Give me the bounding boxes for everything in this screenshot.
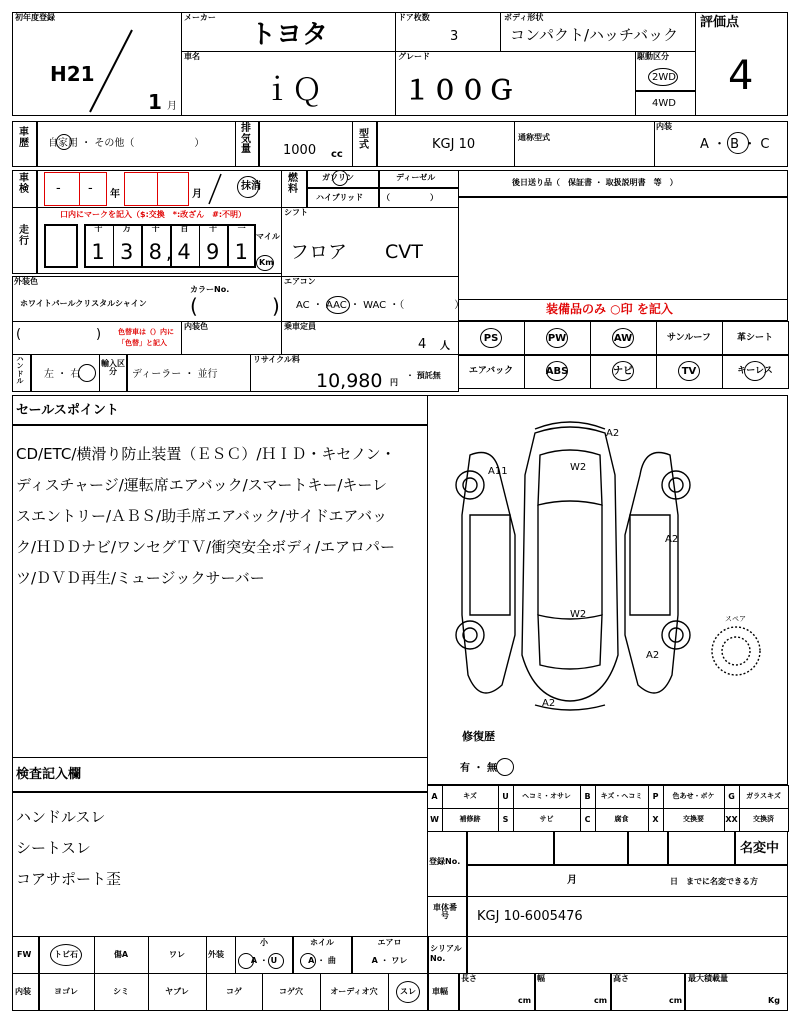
- bottom2-item: オーディオ穴: [330, 987, 378, 996]
- capacity-label: 乗車定員: [284, 322, 316, 331]
- steering-circle: [78, 364, 96, 382]
- fuel-other: （ ）: [382, 193, 438, 202]
- bottom2-item: スレ: [400, 987, 416, 996]
- fuel-divider-v: [306, 170, 308, 208]
- import-label: 輸入区分: [101, 359, 125, 377]
- drive-2wd-circle: [648, 68, 678, 86]
- equip-circle: [480, 328, 502, 348]
- mileage-unit: 百: [180, 224, 189, 233]
- bottom2-interior-label: 内装: [15, 987, 31, 996]
- legend-label: ガラスキズ: [746, 792, 781, 800]
- history-label: 車歴: [19, 127, 29, 149]
- fw-label: FW: [17, 950, 32, 959]
- drive-4wd: 4WD: [652, 98, 676, 109]
- legend-key: W: [430, 815, 439, 824]
- model-label: 型式: [359, 129, 369, 151]
- repair-circle: [496, 758, 514, 776]
- inspection-year-box-1: [44, 172, 80, 206]
- aircon-circle: [326, 296, 350, 314]
- color-change-note: 色替車は（）内に「色替」と記入: [118, 328, 174, 347]
- inspection-unregistered-circle: [237, 176, 259, 198]
- inspection-year-dash-2: -: [88, 181, 93, 196]
- inspection-month-box-2: [157, 172, 189, 206]
- bottom1-small-circle-2: [268, 953, 284, 969]
- equip-0-3: サンルーフ: [667, 333, 711, 343]
- fuel-gas: ガソリン: [322, 173, 354, 182]
- recycle-unit: 円: [390, 378, 398, 387]
- registration-v4: [667, 831, 669, 864]
- bottom1-item: トビ石: [54, 950, 78, 959]
- size-cell: [427, 973, 788, 1011]
- recycle-label: リサイクル料: [253, 355, 300, 364]
- displacement-label: 排気量: [241, 123, 251, 155]
- docs-cell: [458, 170, 788, 300]
- equip-0-1: PW: [547, 333, 567, 344]
- bottom1-group-opts: A ・ U: [250, 956, 278, 965]
- bottom1-group-label: エアロ: [377, 938, 402, 947]
- mileage-note: 口内にマークを記入（$:交換 *:改ざん #:不明）: [60, 210, 247, 219]
- first-reg-month: 1: [148, 90, 162, 114]
- equip-circle: [678, 361, 700, 381]
- bottom2-item: シミ: [113, 987, 129, 996]
- car-diagram: [440, 415, 780, 715]
- steering-label: ハンドル: [16, 355, 24, 386]
- import-divider: [126, 354, 128, 392]
- length-unit: cm: [518, 996, 532, 1005]
- registration-month: 月: [567, 875, 577, 886]
- docs-label: 後日送り品（ 保証書 ・ 取扱説明書 等 ）: [512, 178, 678, 187]
- shift-value: フロア CVT: [290, 241, 423, 263]
- legend-label: 交換要: [683, 815, 704, 823]
- equip-circle: [612, 328, 634, 348]
- equip-1-4: キーレス: [737, 366, 773, 376]
- capacity-value: 4: [418, 337, 427, 352]
- registration-v2: [553, 831, 555, 864]
- equip-1-3: TV: [681, 366, 697, 377]
- legend-label: 補修跡: [459, 815, 481, 823]
- bottom1-wheel-circle: [300, 953, 316, 969]
- legend-key: B: [584, 792, 591, 801]
- size-divider4: [684, 973, 686, 1011]
- mileage-digit: 8: [148, 240, 163, 264]
- spare-label: スペア: [725, 615, 746, 623]
- diagram-mark-7: A2: [542, 698, 556, 709]
- spare-tire: [712, 627, 760, 675]
- bottom2-item: コゲ穴: [279, 987, 303, 996]
- docs-divider: [458, 196, 788, 198]
- mileage-unit: 万: [123, 224, 131, 233]
- equip-0-0: PS: [483, 333, 499, 344]
- score-label: 評価点: [700, 15, 740, 30]
- legend-label: サビ: [539, 815, 554, 823]
- maker-value: トヨタ: [250, 20, 329, 50]
- mileage-digit: 4: [177, 240, 191, 264]
- legend-label: キズ: [463, 792, 477, 800]
- mileage-unit: 一: [237, 224, 246, 233]
- common-label: 通称型式: [518, 133, 550, 142]
- color-no-paren-open: (: [190, 294, 198, 318]
- serial-divider: [466, 936, 468, 974]
- legend-label: 色あせ・ボケ: [672, 792, 715, 800]
- legend-key: A: [431, 792, 438, 801]
- capacity-unit: 人: [440, 341, 450, 352]
- chassis-value: KGJ 10-6005476: [477, 909, 583, 924]
- chassis-divider: [466, 896, 468, 937]
- inspection-month-box-1: [124, 172, 158, 206]
- equip-circle: [612, 361, 634, 381]
- diagram-mark-1: A2: [606, 428, 620, 439]
- sales-label: セールスポイント: [16, 403, 119, 418]
- legend-key: X: [652, 815, 659, 824]
- diagram-mark-4: A2: [665, 534, 679, 545]
- displacement-cc: cc: [331, 149, 343, 160]
- equip-circle: [546, 361, 568, 381]
- color-change-paren-close: ): [96, 327, 102, 342]
- history-circle: [56, 134, 72, 150]
- repair-value: 有 ・ 無: [460, 763, 497, 774]
- equip-circle: [546, 328, 568, 348]
- bottom1-group-opts: A ・ ワレ: [371, 956, 408, 965]
- diagram-mark-5: W2: [570, 609, 587, 620]
- serial-cell: [427, 936, 788, 974]
- steering-divider: [30, 354, 32, 392]
- size-divider: [458, 973, 460, 1011]
- doors-label: ドア枚数: [398, 13, 430, 22]
- color-change-paren-open: (: [16, 327, 22, 342]
- doors-value: 3: [450, 29, 459, 44]
- load-unit: Kg: [768, 996, 780, 1005]
- inspection-year-box-2: [79, 172, 107, 206]
- history-value: 自家用 ・ その他（ ）: [48, 138, 205, 149]
- fuel-gas-circle: [332, 170, 348, 186]
- size-label: 車幅: [432, 987, 448, 996]
- fuel-hybrid: ハイブリッド: [316, 193, 364, 202]
- legend-label: キズ・ヘコミ: [600, 792, 643, 800]
- color-no-label: カラーNo.: [190, 285, 230, 294]
- registration-deadline: 日 までに名変できる方: [670, 877, 758, 886]
- bottom1-group-opts: A ・ 曲: [308, 956, 336, 965]
- bottom1-item: 傷A: [113, 950, 129, 959]
- load-label: 最大積載量: [688, 974, 728, 983]
- drive-label: 駆動区分: [637, 52, 669, 61]
- diagram-mark-3: W2: [570, 462, 587, 473]
- equip-1-2: ナビ: [613, 366, 633, 377]
- bottom1-item: ワレ: [169, 950, 185, 959]
- body-label: ボディ形状: [504, 13, 544, 22]
- height-label: 高さ: [613, 974, 629, 983]
- mileage-unit: 十: [94, 224, 103, 233]
- registration-h: [466, 864, 788, 866]
- displacement-divider: [258, 121, 260, 167]
- width-label: 幅: [537, 974, 545, 983]
- inspection-slash: [205, 172, 225, 206]
- legend-label: 腐食: [614, 815, 629, 823]
- first-reg-month-unit: 月: [167, 101, 177, 112]
- history-divider: [36, 121, 38, 167]
- recycle-value: 10,980: [316, 370, 383, 392]
- equip-0-2: AW: [613, 333, 633, 344]
- legend-key: U: [502, 792, 509, 801]
- import-value: ディーラー ・ 並行: [132, 369, 218, 380]
- sales-line: ク/ＨＤＤナビ/ワンセグＴＶ/衝突安全ボディ/エアロパー: [16, 538, 396, 556]
- aircon-label: エアコン: [284, 277, 316, 286]
- aircon-options: AC ・ AAC ・ WAC ・（ ）: [296, 300, 465, 311]
- wheel-fl: [456, 471, 484, 499]
- legend-key: P: [652, 792, 659, 801]
- bottom2-item: ヨゴレ: [54, 987, 78, 996]
- diagram-mark-6: A2: [646, 650, 660, 661]
- sales-line: スエントリー/ＡＢＳ/助手席エアバック/サイドエアバッ: [16, 507, 388, 525]
- shift-label: シフト: [284, 208, 308, 217]
- inspection-year-unit: 年: [110, 189, 120, 200]
- mileage-digit: 9: [206, 240, 220, 264]
- fuel-label: 燃料: [288, 173, 298, 195]
- grade-value: １００Ｇ: [404, 76, 517, 106]
- legend-key: XX: [725, 815, 738, 824]
- bottom2-item: ヤブレ: [165, 987, 189, 996]
- sales-line: ツ/ＤＶＤ再生/ミュージックサーバー: [16, 569, 265, 587]
- mileage-divider: [36, 207, 38, 274]
- mileage-digit-divider: [141, 224, 143, 268]
- size-divider3: [610, 973, 612, 1011]
- registration-name-change: 名変中: [740, 841, 780, 856]
- mileage-digit-divider: [227, 224, 229, 268]
- first-reg-label: 初年度登録: [15, 13, 55, 22]
- exterior-label: 外装: [208, 950, 224, 959]
- body-value: コンパクト/ハッチバック: [510, 26, 679, 44]
- equip-1-0: エアバック: [468, 366, 514, 376]
- mileage-mile: マイル: [256, 232, 280, 241]
- notes-divider: [12, 791, 428, 793]
- equip-header: 装備品のみ ○印 を記入: [546, 302, 673, 316]
- legend-key: C: [584, 815, 591, 824]
- mileage-digit: 1: [91, 240, 105, 264]
- mileage-km: Km: [259, 258, 274, 267]
- maker-label: メーカー: [184, 13, 216, 22]
- notes-label: 検査記入欄: [16, 767, 82, 782]
- repair-label: 修復歴: [462, 730, 495, 743]
- sales-line: ディスチャージ/運転席エアバック/スマートキー/キーレ: [16, 476, 388, 494]
- legend-key: S: [502, 815, 509, 824]
- equip-circle: [744, 361, 766, 381]
- displacement-value: 1000: [283, 143, 317, 158]
- fuel-divider-v2: [378, 170, 380, 208]
- model-divider: [376, 121, 378, 167]
- equip-1-1: ABS: [545, 366, 569, 377]
- sales-divider: [12, 424, 428, 426]
- mileage-label: 走行: [19, 225, 29, 247]
- serial-label: シリアルNo.: [430, 944, 462, 964]
- wheel-rl: [456, 621, 484, 649]
- inspection-unregistered: 抹消: [241, 181, 261, 192]
- common-cell: [514, 121, 655, 167]
- fuel-divider-h: [306, 187, 459, 189]
- name-label: 車名: [184, 52, 200, 61]
- legend-key: G: [728, 792, 735, 801]
- registration-v5: [734, 831, 736, 864]
- score-value: 4: [728, 53, 754, 99]
- legend-label: ヘコミ・オサレ: [522, 792, 571, 800]
- mileage-digit-divider: [199, 224, 201, 268]
- name-value: ｉＱ: [262, 73, 322, 108]
- notes-line: コアサポート歪: [16, 870, 122, 888]
- first-reg-year: H21: [50, 62, 95, 86]
- mileage-digit-divider: [113, 224, 115, 268]
- mileage-unit: 千: [151, 224, 160, 233]
- interior-color-label: 内装色: [184, 322, 208, 331]
- notes-line: シートスレ: [16, 839, 91, 857]
- inspection-month-unit: 月: [192, 189, 202, 200]
- interior-grade-label: 内装: [656, 122, 672, 131]
- inspection-label: 車検: [19, 173, 29, 195]
- interior-grade-value: A ・ B ・ C: [700, 137, 770, 152]
- bottom1-group-label: ホイル: [310, 938, 334, 947]
- mileage-unit: 十: [209, 224, 217, 233]
- interior-grade-circle: [727, 132, 749, 154]
- steering-value: 左 ・ 右: [44, 369, 81, 380]
- sales-line: CD/ETC/横滑り防止装置（ＥＳＣ）/ＨＩＤ・キセノン・: [16, 445, 396, 463]
- length-label: 長さ: [461, 974, 477, 983]
- registration-label: 登録No.: [429, 857, 461, 866]
- mileage-mark-box: [44, 224, 78, 268]
- size-divider2: [534, 973, 536, 1011]
- width-unit: cm: [594, 996, 608, 1005]
- color-no-paren-close: ): [272, 294, 280, 318]
- drive-2wd: 2WD: [652, 72, 676, 83]
- inspection-divider: [36, 170, 38, 208]
- bottom2-circle: [396, 981, 420, 1003]
- grade-label: グレード: [398, 52, 430, 61]
- legend-label: 交換済: [753, 815, 774, 823]
- bottom2-item: コゲ: [226, 987, 242, 996]
- model-value: KGJ 10: [432, 137, 476, 152]
- recycle-deposit: ・ 預託無: [406, 371, 441, 380]
- bottom1-small-circle: [238, 953, 254, 969]
- notes-line: ハンドルスレ: [16, 808, 106, 826]
- color-label: 外装色: [14, 277, 38, 286]
- mileage-km-circle: [256, 255, 274, 271]
- equip-0-4: 革シート: [736, 333, 773, 343]
- mileage-digit: 3: [120, 240, 134, 264]
- fuel-diesel: ディーゼル: [396, 173, 436, 182]
- mileage-comma: ,: [166, 243, 172, 264]
- height-unit: cm: [669, 996, 683, 1005]
- mileage-digit: 1: [234, 240, 249, 264]
- diagram-mark-2: A11: [488, 466, 508, 477]
- chassis-label: 車体番号: [433, 903, 457, 921]
- bottom1-circle: [50, 944, 82, 966]
- color-value: ホワイトパールクリスタルシャイン: [20, 299, 147, 308]
- registration-v3: [627, 831, 629, 864]
- drive-divider: [635, 90, 696, 92]
- inspection-year-dash-1: -: [56, 181, 61, 196]
- bottom1-group-label: 小: [260, 938, 268, 947]
